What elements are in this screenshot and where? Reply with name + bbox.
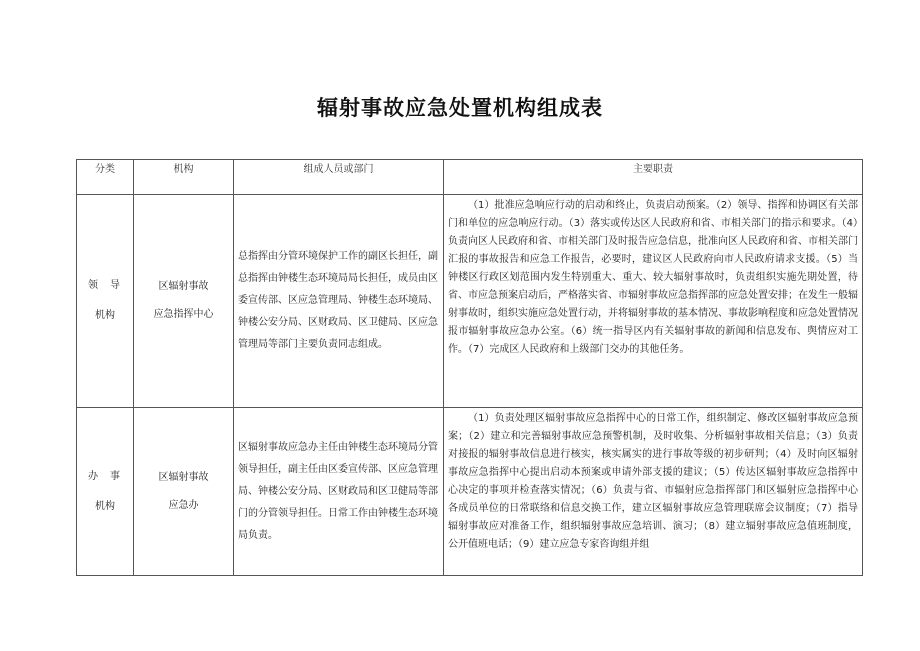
category-label-line1: 办事 — [88, 470, 132, 482]
document-title: 辐射事故应急处置机构组成表 — [317, 96, 603, 120]
header-members: 组成人员或部门 — [234, 160, 444, 195]
organization-name-line1: 区辐射事故 — [158, 471, 209, 483]
header-category: 分类 — [77, 160, 134, 195]
table-header-row — [77, 160, 863, 195]
category-label-line2: 机构 — [95, 310, 115, 321]
duties-text: （1）负责处理区辐射事故应急指挥中心的日常工作，组织制定、修改区辐射事故应急预案；（2）建立和完善辐射事故应急预警机制，及时收集、分析辐射事故相关信息；（3）负责对接报的辐射事故信息进行核实，核实属实的进行事故等级的初步研判；（4）及时向区辐射事故应急指挥中心提出启动本预案或申请外部支援的建议；（5）传达区辐射事故应急指挥中心决定的事项并检查落实情况；（6）负责与省、市辐射应急指挥部门和区辐射应急指挥中心各成员单位的日常联络和信息交换工作，建立区辐射事故应急管理联席会议制度；（7）指导辐射事故应对准备工作，组织辐射事故应急培训、演习；（8）建立辐射事故应急值班制度，公开值班电话；（9）建立应急专家咨询组并组 — [448, 413, 858, 550]
table-row-office — [77, 408, 863, 576]
organization-cell — [134, 408, 234, 576]
header-organization: 机构 — [134, 160, 234, 195]
duties-text: （1）批准应急响应行动的启动和终止，负责启动预案。（2）领导、指挥和协调区有关部门和单位的应急响应行动。（3）落实或传达区人民政府和省、市相关部门的指示和要求。（4）负责向区人民政府和省、市相关部门及时报告应急信息，批准向区人民政府和省、市相关部门汇报的事故报告和应急工作报告，必要时，建议区人民政府向市人民政府请求支援。（5）当钟楼区行政区划范围内发生特别重大、重大、较大辐射事故时，负责组织实施先期处置，待省、市应急预案启动后，严格落实省、市辐射事故应急指挥部的应急处置安排；在发生一般辐射事故时，组织实施应急处置行动，并将辐射事故的基本情况、事故影响程度和应急处置情况报市辐射事故应急办公室。（6）统一指导区内有关辐射事故的新闻和信息发布、舆情应对工作。（7）完成区人民政府和上级部门交办的其他任务。 — [448, 200, 858, 355]
category-label-line2: 机构 — [95, 500, 115, 512]
organization-name-line2: 应急指挥中心 — [153, 309, 214, 320]
members-cell: 总指挥由分管环境保护工作的副区长担任，副总指挥由钟楼生态环境局局长担任，成员由区委宣传部、区应急管理局、钟楼生态环境局、钟楼公安分局、区财政局、区卫健局、区应急管理局等部门主要负责同志组成。 — [234, 195, 444, 408]
organization-cell — [134, 195, 234, 408]
header-duties: 主要职责 — [444, 160, 863, 195]
category-cell — [77, 408, 134, 576]
category-label-line1: 领导 — [88, 280, 132, 291]
members-cell: 区辐射事故应急办主任由钟楼生态环境局分管领导担任，副主任由区委宣传部、区应急管理局、钟楼公安分局、区财政局和区卫健局等部门的分管领导担任。日常工作由钟楼生态环境局负责。 — [234, 408, 444, 576]
organization-table — [76, 159, 863, 576]
organization-name-line2: 应急办 — [168, 499, 199, 511]
duties-cell — [444, 195, 863, 408]
duties-cell — [444, 408, 863, 576]
category-cell — [77, 195, 134, 408]
table-row-leadership — [77, 195, 863, 408]
organization-name-line1: 区辐射事故 — [158, 281, 209, 292]
